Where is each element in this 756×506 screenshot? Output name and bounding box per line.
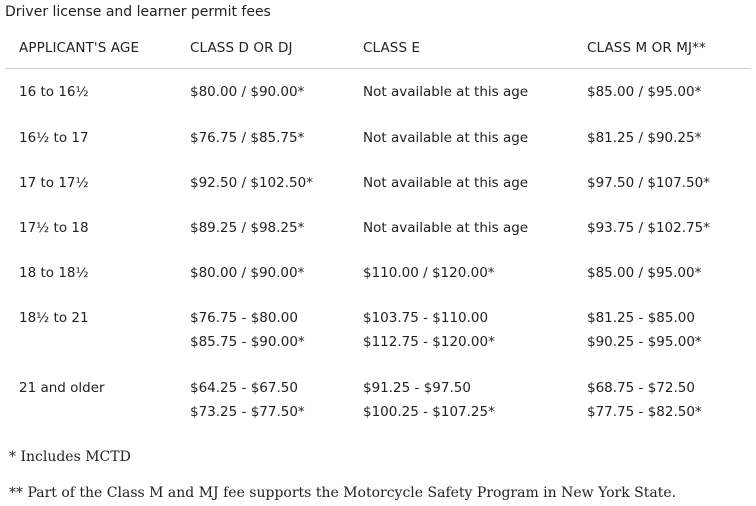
table-row: [5, 366, 751, 436]
table-row: [5, 206, 751, 251]
table-row: [5, 116, 751, 161]
fee-value: $91.25 - $97.50: [363, 379, 471, 396]
fee-value: Not available at this age: [363, 129, 529, 146]
fee-value: Not available at this age: [363, 84, 529, 100]
table-caption: Driver license and learner permit fees: [5, 4, 271, 20]
class-e-cell: [349, 69, 573, 116]
fee-value: $85.00 / $95.00*: [587, 264, 702, 281]
fee-value: $81.25 / $90.25*: [587, 129, 702, 146]
age-cell: 17 to 17½: [19, 174, 89, 191]
class-e-cell: [349, 161, 573, 206]
class-m-cell: [573, 251, 751, 296]
fee-value: $73.25 - $77.50*: [190, 403, 305, 420]
class-d-cell: [176, 366, 349, 436]
fee-value: $90.25 - $95.00*: [587, 333, 702, 350]
fee-value: $76.75 - $80.00: [190, 309, 298, 326]
age-cell: 21 and older: [19, 379, 105, 396]
class-d-cell: [176, 116, 349, 161]
class-d-cell: [176, 161, 349, 206]
age-cell: 16½ to 17: [19, 129, 89, 146]
header-class-d: CLASS D OR DJ: [176, 27, 349, 69]
class-m-cell: [573, 116, 751, 161]
class-m-cell: [573, 161, 751, 206]
fee-value: $64.25 - $67.50: [190, 379, 298, 396]
header-class-m: CLASS M OR MJ**: [573, 27, 751, 69]
fee-value: $103.75 - $110.00: [363, 309, 489, 326]
class-m-cell: [573, 296, 751, 366]
age-cell: 18 to 18½: [19, 264, 89, 281]
class-e-cell: [349, 296, 573, 366]
fee-value: $89.25 / $98.25*: [190, 219, 305, 236]
fee-value: $112.75 - $120.00*: [363, 333, 495, 350]
fee-value: Not available at this age: [363, 174, 529, 191]
age-cell: 18½ to 21: [19, 309, 89, 326]
class-m-cell: [573, 366, 751, 436]
fee-value: $80.00 / $90.00*: [190, 264, 305, 281]
class-e-cell: [349, 206, 573, 251]
fee-value: $93.75 / $102.75*: [587, 219, 710, 236]
table-row: [5, 69, 751, 116]
table-row: [5, 251, 751, 296]
class-d-cell: [176, 296, 349, 366]
fee-value: $68.75 - $72.50: [587, 379, 695, 396]
class-e-cell: [349, 251, 573, 296]
class-d-cell: [176, 251, 349, 296]
age-cell: 16 to 16½: [19, 84, 89, 100]
fee-value: $77.75 - $82.50*: [587, 403, 702, 420]
fee-value: $81.25 - $85.00: [587, 309, 695, 326]
header-class-e: CLASS E: [349, 27, 573, 69]
footnote-mctd: * Includes MCTD: [9, 449, 131, 465]
fee-value: $80.00 / $90.00*: [190, 84, 305, 100]
table-row: [5, 296, 751, 366]
footnote-motorcycle-safety: ** Part of the Class M and MJ fee supports the Motorcycle Safety Program in New York State.: [9, 485, 677, 501]
class-e-cell: [349, 366, 573, 436]
fee-value: $92.50 / $102.50*: [190, 174, 313, 191]
class-d-cell: [176, 69, 349, 116]
class-d-cell: [176, 206, 349, 251]
class-m-cell: [573, 69, 751, 116]
fee-value: $110.00 / $120.00*: [363, 264, 495, 281]
header-age: APPLICANT'S AGE: [5, 27, 176, 69]
fee-value: $85.00 / $95.00*: [587, 84, 702, 100]
class-m-cell: [573, 206, 751, 251]
fee-value: $85.75 - $90.00*: [190, 333, 305, 350]
age-cell: 17½ to 18: [19, 219, 89, 236]
class-e-cell: [349, 116, 573, 161]
table-row: [5, 161, 751, 206]
fee-value: $100.25 - $107.25*: [363, 403, 495, 420]
fee-value: $97.50 / $107.50*: [587, 174, 710, 191]
fee-value: $76.75 / $85.75*: [190, 129, 305, 146]
fee-value: Not available at this age: [363, 219, 529, 236]
fees-table: [5, 27, 751, 436]
header-row: [5, 27, 751, 69]
